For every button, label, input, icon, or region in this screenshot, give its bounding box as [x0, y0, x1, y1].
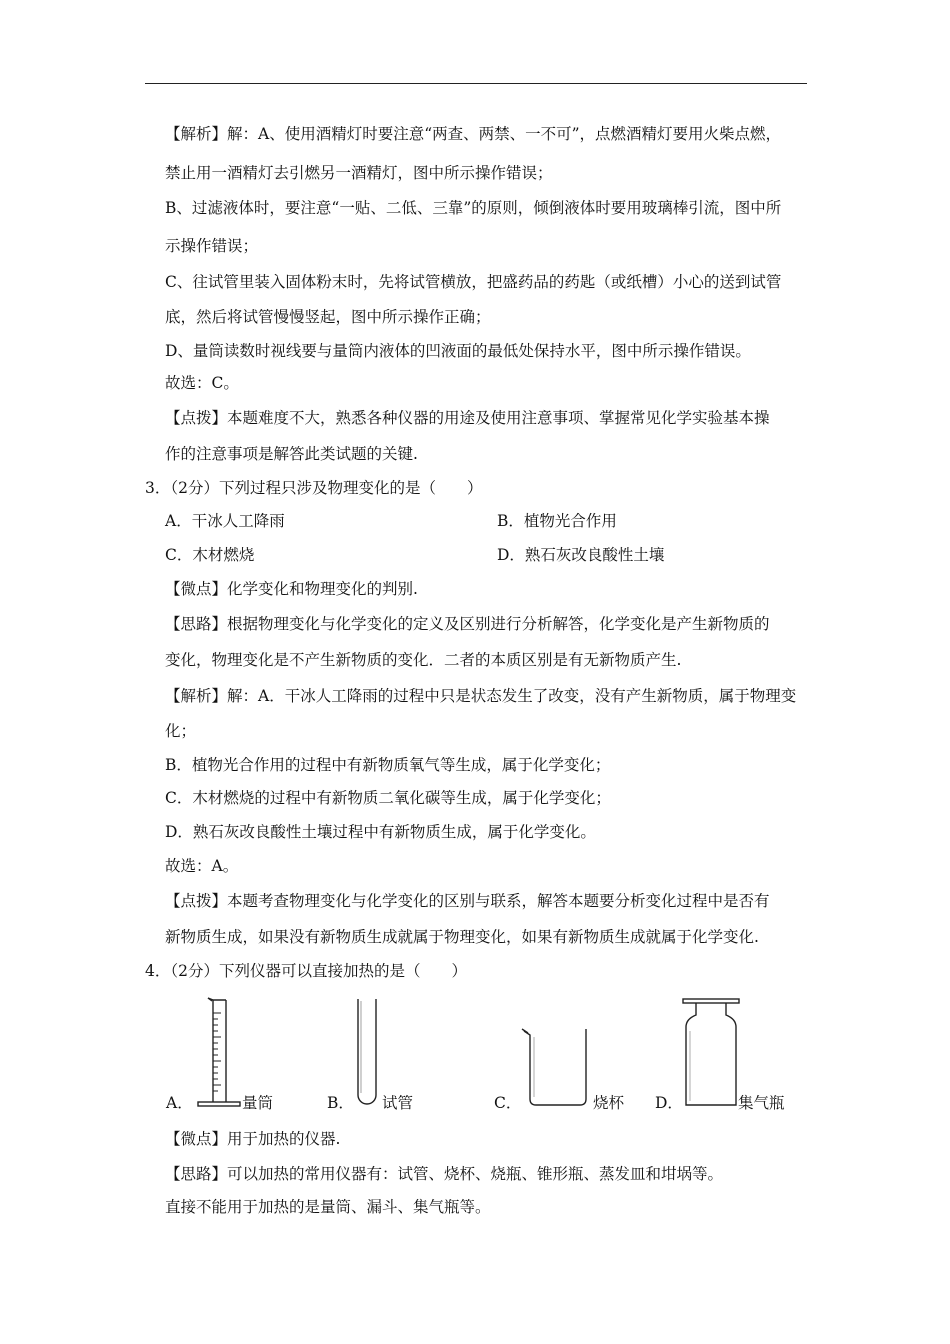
gas-bottle-icon: [680, 997, 742, 1110]
test-tube-icon: [352, 995, 382, 1110]
q3-analysis-line-5: D．熟石灰改良酸性土壤过程中有新物质生成，属于化学变化。: [165, 823, 596, 841]
q4-option-b-letter: B．: [327, 1094, 354, 1112]
q4-question: 4．（2分）下列仪器可以直接加热的是（ ）: [145, 962, 467, 980]
q3-option-c: C．木材燃烧: [165, 546, 255, 564]
q3-question: 3．（2分）下列过程只涉及物理变化的是（ ）: [145, 479, 483, 497]
q4-point: 【微点】用于加热的仪器.: [165, 1130, 341, 1148]
graduated-cylinder-icon: [196, 995, 242, 1110]
q4-idea-line-2: 直接不能用于加热的是量筒、漏斗、集气瓶等。: [165, 1198, 491, 1216]
q2-analysis-line-2: 禁止用一酒精灯去引燃另一酒精灯，图中所示操作错误；: [165, 164, 553, 182]
q4-idea-line-1: 【思路】可以加热的常用仪器有：试管、烧杯、烧瓶、锥形瓶、蒸发皿和坩埚等。: [165, 1165, 724, 1183]
q4-option-d-letter: D．: [655, 1094, 683, 1112]
q3-idea-line-2: 变化，物理变化是不产生新物质的变化．二者的本质区别是有无新物质产生.: [165, 651, 682, 669]
q2-analysis-line-4: 示操作错误；: [165, 237, 259, 255]
q2-analysis-line-3: B、过滤液体时，要注意“一贴、二低、三靠”的原则，倾倒液体时要用玻璃棒引流，图中所: [165, 199, 782, 217]
q2-tip-line-1: 【点拨】本题难度不大，熟悉各种仪器的用途及使用注意事项、掌握常见化学实验基本操: [165, 409, 770, 427]
q3-answer: 故选：A。: [165, 857, 239, 875]
q3-analysis-line-3: B．植物光合作用的过程中有新物质氧气等生成，属于化学变化；: [165, 756, 611, 774]
q3-analysis-line-2: 化；: [165, 722, 197, 740]
q4-option-a-letter: A．: [166, 1094, 193, 1112]
beaker-icon: [520, 1025, 598, 1110]
q4-option-d-name: 集气瓶: [738, 1094, 785, 1112]
q2-answer: 故选：C。: [165, 374, 239, 392]
q3-option-d: D．熟石灰改良酸性土壤: [497, 546, 665, 564]
header-rule: [145, 83, 807, 84]
q3-option-b: B．植物光合作用: [497, 512, 617, 530]
q3-tip-line-1: 【点拨】本题考查物理变化与化学变化的区别与联系，解答本题要分析变化过程中是否有: [165, 892, 770, 910]
q4-option-c-name: 烧杯: [593, 1094, 625, 1112]
q2-analysis-line-5: C、往试管里装入固体粉末时，先将试管横放，把盛药品的药匙（或纸槽）小心的送到试管: [165, 273, 782, 291]
q3-tip-line-2: 新物质生成，如果没有新物质生成就属于物理变化，如果有新物质生成就属于化学变化.: [165, 928, 759, 946]
q3-idea-line-1: 【思路】根据物理变化与化学变化的定义及区别进行分析解答，化学变化是产生新物质的: [165, 615, 770, 633]
q4-options-figure: [160, 995, 810, 1120]
q3-point: 【微点】化学变化和物理变化的判别.: [165, 580, 418, 598]
q4-option-c-letter: C．: [494, 1094, 522, 1112]
q2-analysis-line-1: 【解析】解：A、使用酒精灯时要注意“两查、两禁、一不可”，点燃酒精灯要用火柴点燃，: [165, 125, 782, 143]
q4-option-b-name: 试管: [382, 1094, 414, 1112]
q2-analysis-line-7: D、量筒读数时视线要与量筒内液体的凹液面的最低处保持水平，图中所示操作错误。: [165, 342, 751, 360]
q3-option-a: A．干冰人工降雨: [165, 512, 285, 530]
q3-analysis-line-4: C．木材燃烧的过程中有新物质二氧化碳等生成，属于化学变化；: [165, 789, 611, 807]
q4-option-a-name: 量筒: [242, 1094, 274, 1112]
q2-analysis-line-6: 底，然后将试管慢慢竖起，图中所示操作正确；: [165, 308, 491, 326]
q3-analysis-line-1: 【解析】解：A．干冰人工降雨的过程中只是状态发生了改变，没有产生新物质，属于物理变: [165, 687, 797, 705]
q2-tip-line-2: 作的注意事项是解答此类试题的关键.: [165, 445, 418, 463]
